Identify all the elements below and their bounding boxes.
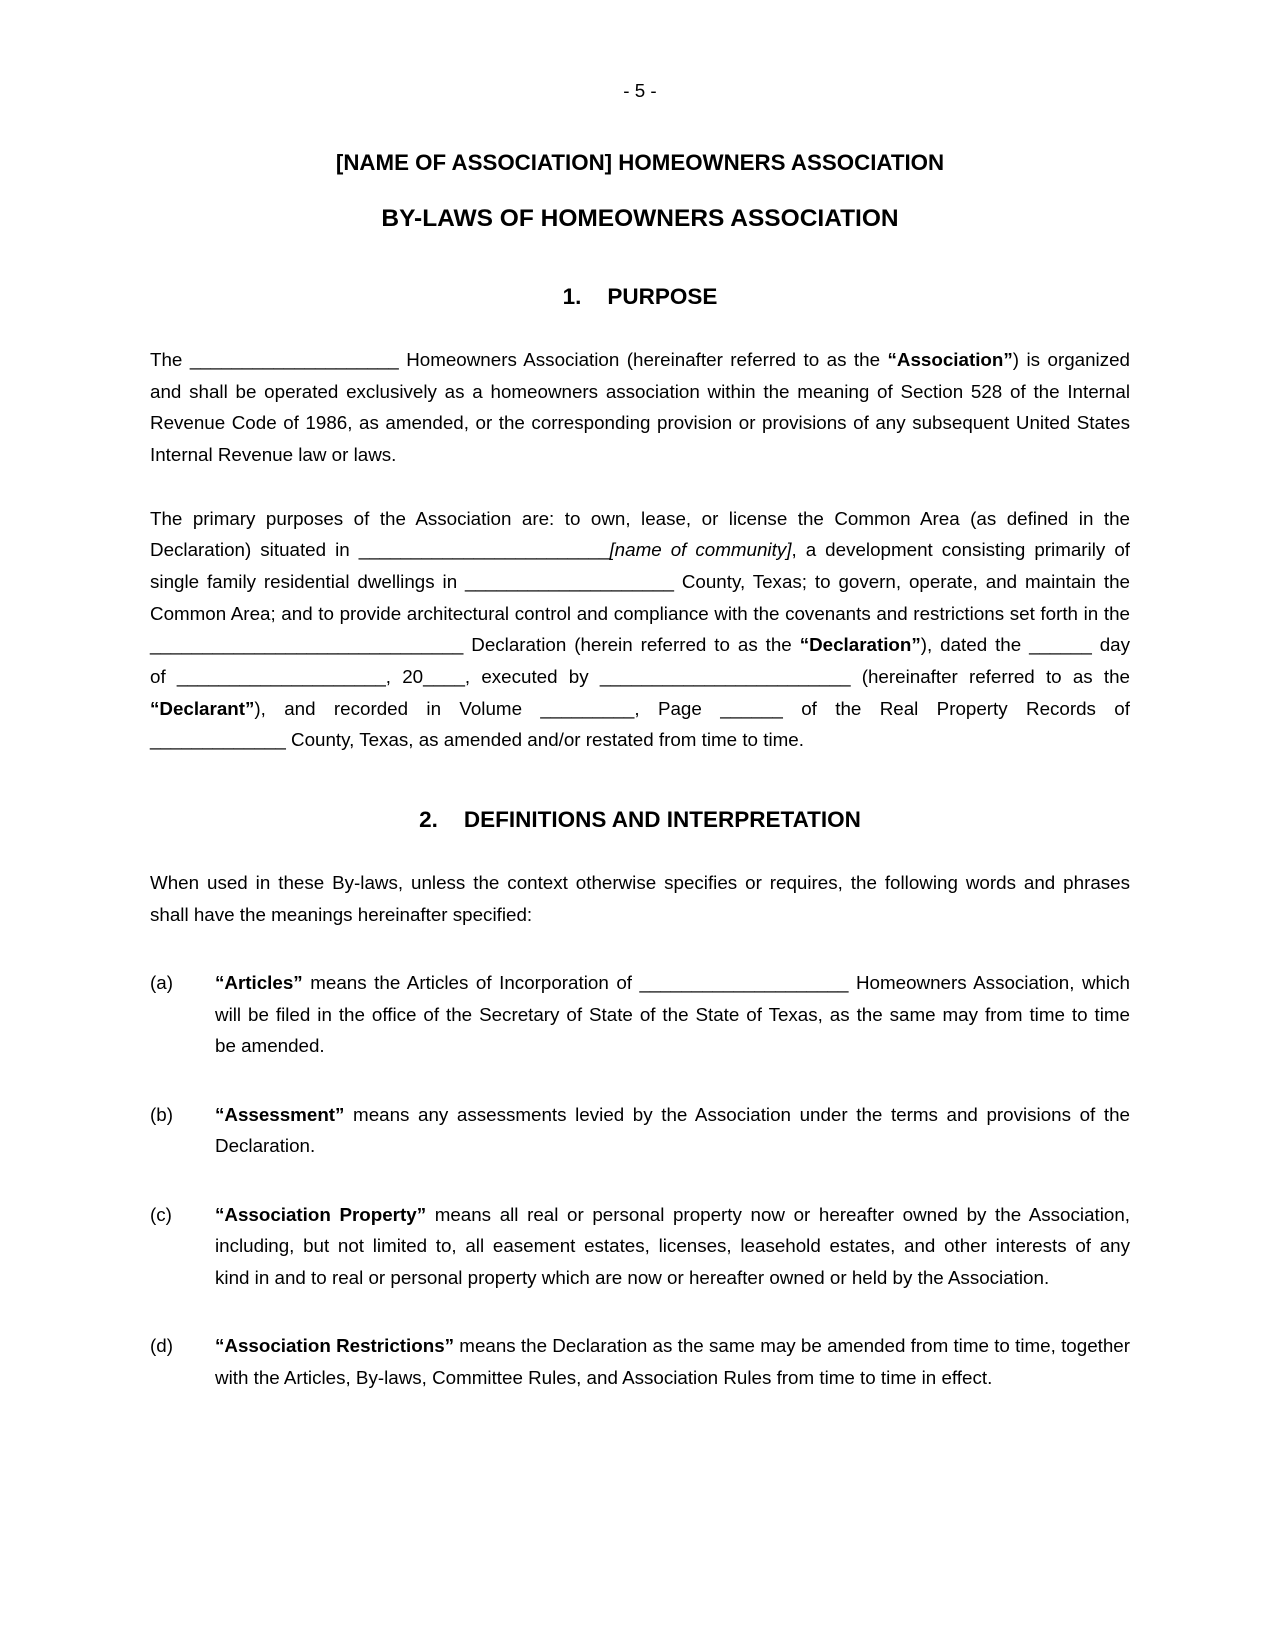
text-run: means the Declaration as the same may be amended from time to time, together <box>454 1335 1130 1357</box>
text-run: , Page <box>634 697 721 719</box>
document-sections <box>150 284 1130 1394</box>
text-line <box>215 1362 1130 1394</box>
text-run: ), dated the <box>920 634 1030 656</box>
text-run: Common Area; and to provide architectural control and compliance with the covenants and restrictions set forth in the <box>150 602 1130 624</box>
text-run: County, Texas; to govern, operate, and maintain the <box>673 570 1130 592</box>
defined-term: “Assessment” <box>215 1103 345 1125</box>
blank-field: ______________________________ <box>150 634 464 656</box>
text-line <box>150 724 1130 756</box>
blank-field: _________ <box>540 697 635 719</box>
text-line <box>150 376 1130 408</box>
text-run: ), and recorded in Volume <box>254 697 541 719</box>
defined-term: “Association Property” <box>215 1203 427 1225</box>
definition-body <box>215 1099 1130 1162</box>
text-run: The <box>150 349 190 370</box>
blank-field: ____________________ <box>639 972 849 994</box>
definition-item <box>150 1199 1130 1294</box>
blank-field: ____________________ <box>189 349 399 370</box>
text-line <box>150 693 1130 725</box>
blank-field: ________________________ <box>358 539 610 561</box>
blank-field: ____ <box>423 666 465 688</box>
text-run: (hereinafter referred to as the <box>850 666 1130 688</box>
text-line <box>215 1230 1130 1262</box>
defined-term: “Declarant” <box>150 697 255 719</box>
text-run: kind in and to real or personal property which are now or hereafter owned or held by the Association. <box>215 1266 1050 1288</box>
document-subtitle: BY-LAWS OF HOMEOWNERS ASSOCIATION <box>381 205 899 232</box>
defined-term: “Declaration” <box>799 634 921 656</box>
section-number: 1. <box>562 284 582 309</box>
text-run: Revenue Code of 1986, as amended, or the corresponding provision or provisions of any subsequent United States <box>150 412 1130 434</box>
text-run: day <box>1091 634 1131 656</box>
text-line <box>215 1130 1130 1162</box>
text-run: When used in these By-laws, unless the context otherwise specifies or requires, the following words and phrases <box>150 872 1130 894</box>
section-heading <box>150 284 1130 310</box>
text-run: Internal Revenue law or laws. <box>150 444 397 466</box>
text-run: Declaration (herein referred to as the <box>463 634 800 656</box>
text-run: Homeowners Association, which <box>848 972 1130 994</box>
text-run: means any assessments levied by the Association under the terms and provisions of the <box>344 1103 1130 1125</box>
section-title: PURPOSE <box>607 284 718 309</box>
definition-label: (c) <box>150 1203 172 1225</box>
section-number: 2. <box>419 807 438 833</box>
page-number: - 5 - <box>623 80 657 101</box>
text-line <box>150 661 1130 693</box>
text-run: of <box>150 666 177 688</box>
definition-label: (d) <box>150 1335 173 1357</box>
text-line <box>150 407 1130 439</box>
text-run: will be filed in the office of the Secretary of State of the State of Texas, as the same may from time to time <box>215 1003 1130 1025</box>
blank-field: ____________________ <box>176 666 386 688</box>
section-title: DEFINITIONS AND INTERPRETATION <box>463 807 861 833</box>
text-run: Homeowners Association (hereinafter referred to as the <box>398 349 888 370</box>
defined-term: “Articles” <box>215 972 303 994</box>
blank-field: ____________________ <box>465 570 674 592</box>
text-line <box>150 629 1130 661</box>
text-run: including, but not limited to, all easement estates, licenses, leasehold estates, and other interests of any <box>215 1235 1130 1257</box>
defined-term: “Association” <box>887 349 1013 370</box>
text-line <box>150 503 1130 535</box>
text-run: , 20 <box>385 666 424 688</box>
text-run: and shall be operated exclusively as a homeowners association within the meaning of Section 528 of the Internal <box>150 380 1130 402</box>
blank-field: ________________________ <box>599 666 851 688</box>
text-run: , executed by <box>464 666 600 688</box>
text-line <box>150 439 1130 471</box>
text-line <box>150 598 1130 630</box>
text-run: means the Articles of Incorporation of <box>302 972 640 994</box>
definition-label: (b) <box>150 1103 173 1125</box>
text-run: The primary purposes of the Association are: to own, lease, or license the Common Area (as defined in the <box>150 507 1130 529</box>
text-line <box>215 1099 1130 1131</box>
text-run: of the Real Property Records of <box>782 697 1130 719</box>
definition-body <box>215 1199 1130 1294</box>
paragraph <box>150 867 1130 930</box>
definition-label: (a) <box>150 972 173 994</box>
definition-body <box>215 1330 1130 1393</box>
text-run: with the Articles, By-laws, Committee Rules, and Association Rules from time to time in effect. <box>215 1366 993 1388</box>
text-run: be amended. <box>215 1035 325 1057</box>
text-line <box>215 967 1130 999</box>
blank-field: ______ <box>1029 634 1092 656</box>
section-heading <box>150 807 1130 833</box>
document-title: [NAME OF ASSOCIATION] HOMEOWNERS ASSOCIATION <box>335 150 945 175</box>
text-run: , a development consisting primarily of <box>791 539 1130 561</box>
text-run: shall have the meanings hereinafter specified: <box>150 903 533 925</box>
text-run: [name of community] <box>609 539 792 561</box>
text-line <box>150 344 1130 376</box>
definition-item <box>150 967 1130 1062</box>
text-run: County, Texas, as amended and/or restated from time to time. <box>285 729 804 751</box>
text-line <box>150 899 1130 931</box>
text-line <box>150 867 1130 899</box>
text-run: single family residential dwellings in <box>150 570 466 592</box>
paragraph <box>150 344 1130 471</box>
text-line <box>215 1030 1130 1062</box>
text-line <box>215 1199 1130 1231</box>
text-line <box>150 534 1130 566</box>
paragraph <box>150 503 1130 757</box>
blank-field: _____________ <box>150 729 286 751</box>
text-line <box>215 999 1130 1031</box>
text-run: ) is organized <box>1012 349 1130 370</box>
definition-item <box>150 1330 1130 1393</box>
blank-field: ______ <box>720 697 783 719</box>
text-line <box>215 1262 1130 1294</box>
text-run: means all real or personal property now or hereafter owned by the Association, <box>426 1203 1131 1225</box>
text-line <box>150 566 1130 598</box>
definition-body <box>215 967 1130 1062</box>
document-content <box>150 0 1130 1394</box>
defined-term: “Association Restrictions” <box>215 1335 455 1357</box>
text-run: Declaration. <box>215 1135 316 1157</box>
text-run: Declaration) situated in <box>150 539 359 561</box>
definition-item <box>150 1099 1130 1162</box>
text-line <box>215 1330 1130 1362</box>
